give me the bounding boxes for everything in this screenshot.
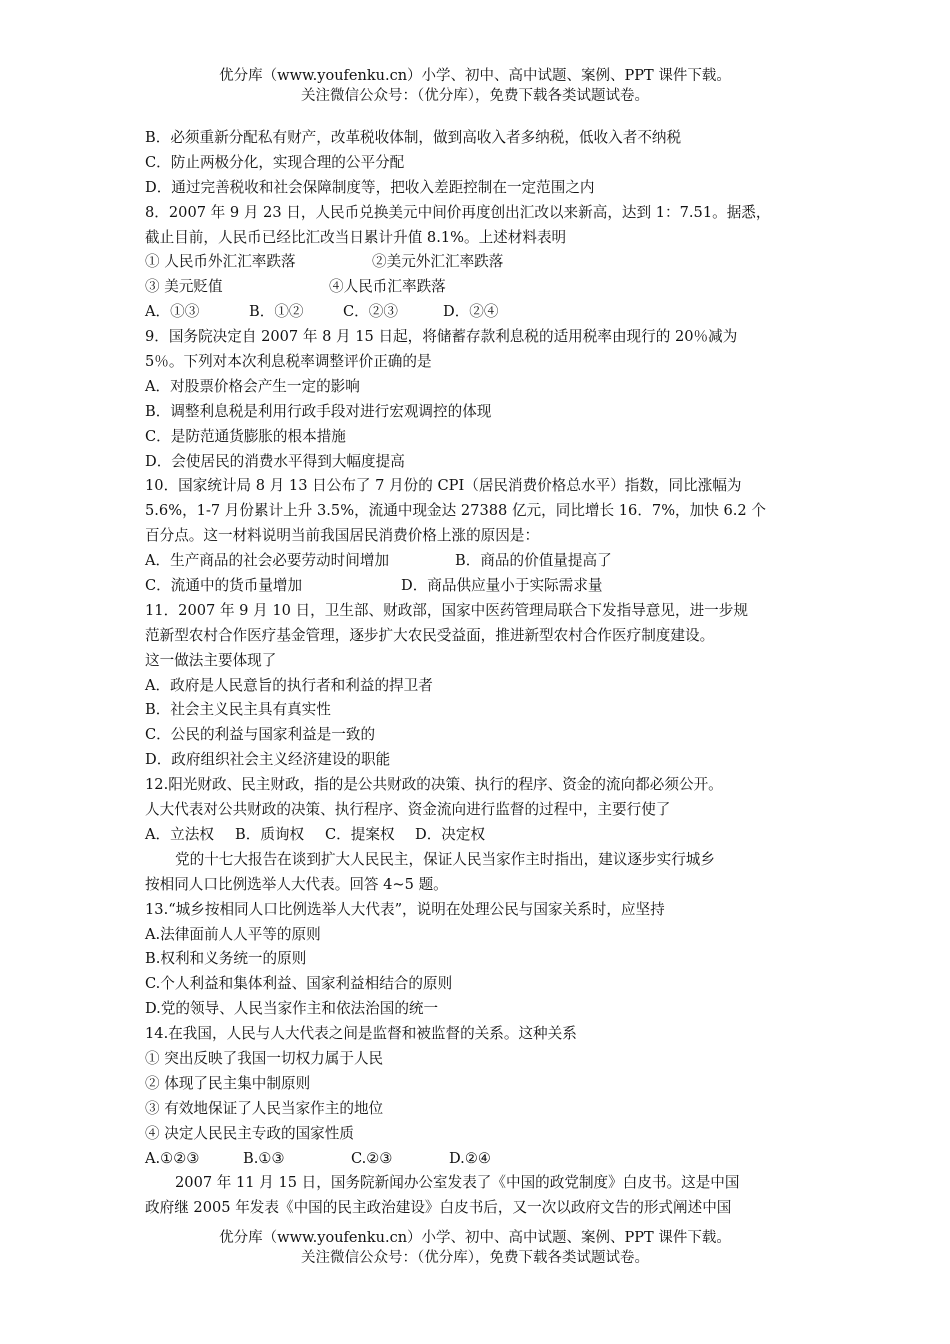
option-d: D．②④ <box>443 303 499 321</box>
passage-intro: 党的十七大报告在谈到扩大人民民主，保证人民当家作主时指出，建议逐步实行城乡 <box>175 850 715 868</box>
option-a: A.法律面前人人平等的原则 <box>145 925 321 943</box>
text-line: 5.6%，1-7 月份累计上升 3.5%，流通中现金达 27388 亿元，同比增长 16．7%，加快 6.2 个 <box>145 502 766 520</box>
statement-3: ③ 有效地保证了人民当家作主的地位 <box>145 1099 384 1117</box>
statement-4: ④人民币汇率跌落 <box>329 278 446 296</box>
footer-line-2: 关注微信公众号：（优分库），免费下载各类试题试卷。 <box>301 1250 649 1266</box>
option-c: C.个人利益和集体利益、国家利益相结合的原则 <box>145 975 453 993</box>
text-line: 截止目前，人民币已经比汇改当日累计升值 8.1%。上述材料表明 <box>145 228 567 246</box>
option-a: A．①③ <box>145 303 200 321</box>
question-10: 10．国家统计局 8 月 13 日公布了 7 月份的 CPI（居民消费价格总水平）指数，同比涨幅为 <box>145 477 742 495</box>
question-13: 13.“城乡按相同人口比例选举人大代表”，说明在处理公民与国家关系时，应坚持 <box>145 900 665 918</box>
header-line-1: 优分库（www.youfenku.cn）小学、初中、高中试题、案例、PPT 课件下载。 <box>219 68 731 84</box>
question-14: 14.在我国，人民与人大代表之间是监督和被监督的关系。这种关系 <box>145 1025 577 1043</box>
answer-options-row <box>145 300 825 325</box>
option-a: A．政府是人民意旨的执行者和利益的捍卫者 <box>145 676 433 694</box>
option-d: D．会使居民的消费水平得到大幅度提高 <box>145 452 405 470</box>
footer-line-1: 优分库（www.youfenku.cn）小学、初中、高中试题、案例、PPT 课件下载。 <box>219 1230 731 1246</box>
option-c: C．流通中的货币量增加 <box>145 577 303 595</box>
option-a: A.①②③ <box>145 1149 200 1167</box>
option-d: D.党的领导、人民当家作主和依法治国的统一 <box>145 1000 439 1018</box>
question-12: 12.阳光财政、民主财政，指的是公共财政的决策、执行的程序、资金的流向都必须公开。 <box>145 776 723 794</box>
question-8: 8．2007 年 9 月 23 日，人民币兑换美元中间价再度创出汇改以来新高，达到 1：7.51。据悉， <box>145 203 771 221</box>
question-9: 9．国务院决定自 2007 年 8 月 15 日起，将储蓄存款利息税的适用税率由现行的 20％减为 <box>145 328 738 346</box>
statement-row <box>145 275 825 300</box>
statement-1: ① 突出反映了我国一切权力属于人民 <box>145 1049 384 1067</box>
option-d: D．商品供应量小于实际需求量 <box>401 577 603 595</box>
option-b: B．①② <box>249 303 304 321</box>
option-a: A．对股票价格会产生一定的影响 <box>145 377 360 395</box>
option-d: D．政府组织社会主义经济建设的职能 <box>145 751 391 769</box>
page-header <box>0 66 950 106</box>
option-b: B．调整利息税是利用行政手段对进行宏观调控的体现 <box>145 402 492 420</box>
text-line: 政府继 2005 年发表《中国的民主政治建设》白皮书后，又一次以政府文告的形式阐述中国 <box>145 1199 732 1217</box>
option-c: C．提案权 <box>325 825 395 843</box>
text-line: B．必须重新分配私有财产，改革税收体制，做到高收入者多纳税，低收入者不纳税 <box>145 129 682 146</box>
option-c: C.②③ <box>351 1149 393 1167</box>
statement-2: ②美元外汇汇率跌落 <box>372 253 504 271</box>
answer-options-row <box>145 549 825 574</box>
option-b: B．商品的价值量提高了 <box>455 552 612 570</box>
statement-3: ③ 美元贬值 <box>145 278 223 296</box>
statement-row <box>145 250 825 275</box>
option-c: C．②③ <box>343 303 398 321</box>
text-line: 范新型农村合作医疗基金管理，逐步扩大农民受益面，推进新型农村合作医疗制度建设。 <box>145 626 715 644</box>
option-c: C．公民的利益与国家利益是一致的 <box>145 726 376 744</box>
passage-intro: 2007 年 11 月 15 日，国务院新闻办公室发表了《中国的政党制度》白皮书。这是中国 <box>175 1174 740 1192</box>
option-b: B.权利和义务统一的原则 <box>145 950 307 968</box>
text-line: 这一做法主要体现了 <box>145 651 277 669</box>
option-d: D．决定权 <box>415 825 486 843</box>
document-body <box>145 126 825 1221</box>
option-b: B．质询权 <box>235 825 305 843</box>
question-11: 11．2007 年 9 月 10 日，卫生部、财政部，国家中医药管理局联合下发指导意见，进一步规 <box>145 601 748 619</box>
option-b: B．社会主义民主具有真实性 <box>145 701 331 719</box>
answer-options-row <box>145 574 825 599</box>
statement-2: ② 体现了民主集中制原则 <box>145 1074 311 1092</box>
statement-4: ④ 决定人民民主专政的国家性质 <box>145 1124 354 1142</box>
text-line: 人大代表对公共财政的决策、执行程序、资金流向进行监督的过程中，主要行使了 <box>145 801 671 819</box>
option-a: A．立法权 <box>145 825 214 843</box>
statement-1: ① 人民币外汇汇率跌落 <box>145 253 296 271</box>
text-line: D．通过完善税收和社会保障制度等，把收入差距控制在一定范围之内 <box>145 178 595 196</box>
text-line: 5％。下列对本次利息税率调整评价正确的是 <box>145 353 432 371</box>
text-line: 按相同人口比例选举人大代表。回答 4~5 题。 <box>145 875 448 893</box>
answer-options-row <box>145 1147 825 1172</box>
text-line: C．防止两极分化，实现合理的公平分配 <box>145 153 405 171</box>
option-c: C．是防范通货膨胀的根本措施 <box>145 427 346 445</box>
answer-options-row <box>145 823 825 848</box>
option-d: D.②④ <box>449 1149 491 1167</box>
option-b: B.①③ <box>243 1149 285 1167</box>
header-line-2: 关注微信公众号：（优分库），免费下载各类试题试卷。 <box>301 88 649 104</box>
text-line: 百分点。这一材料说明当前我国居民消费价格上涨的原因是： <box>145 527 540 545</box>
option-a: A．生产商品的社会必要劳动时间增加 <box>145 552 390 570</box>
page-footer <box>0 1228 950 1268</box>
